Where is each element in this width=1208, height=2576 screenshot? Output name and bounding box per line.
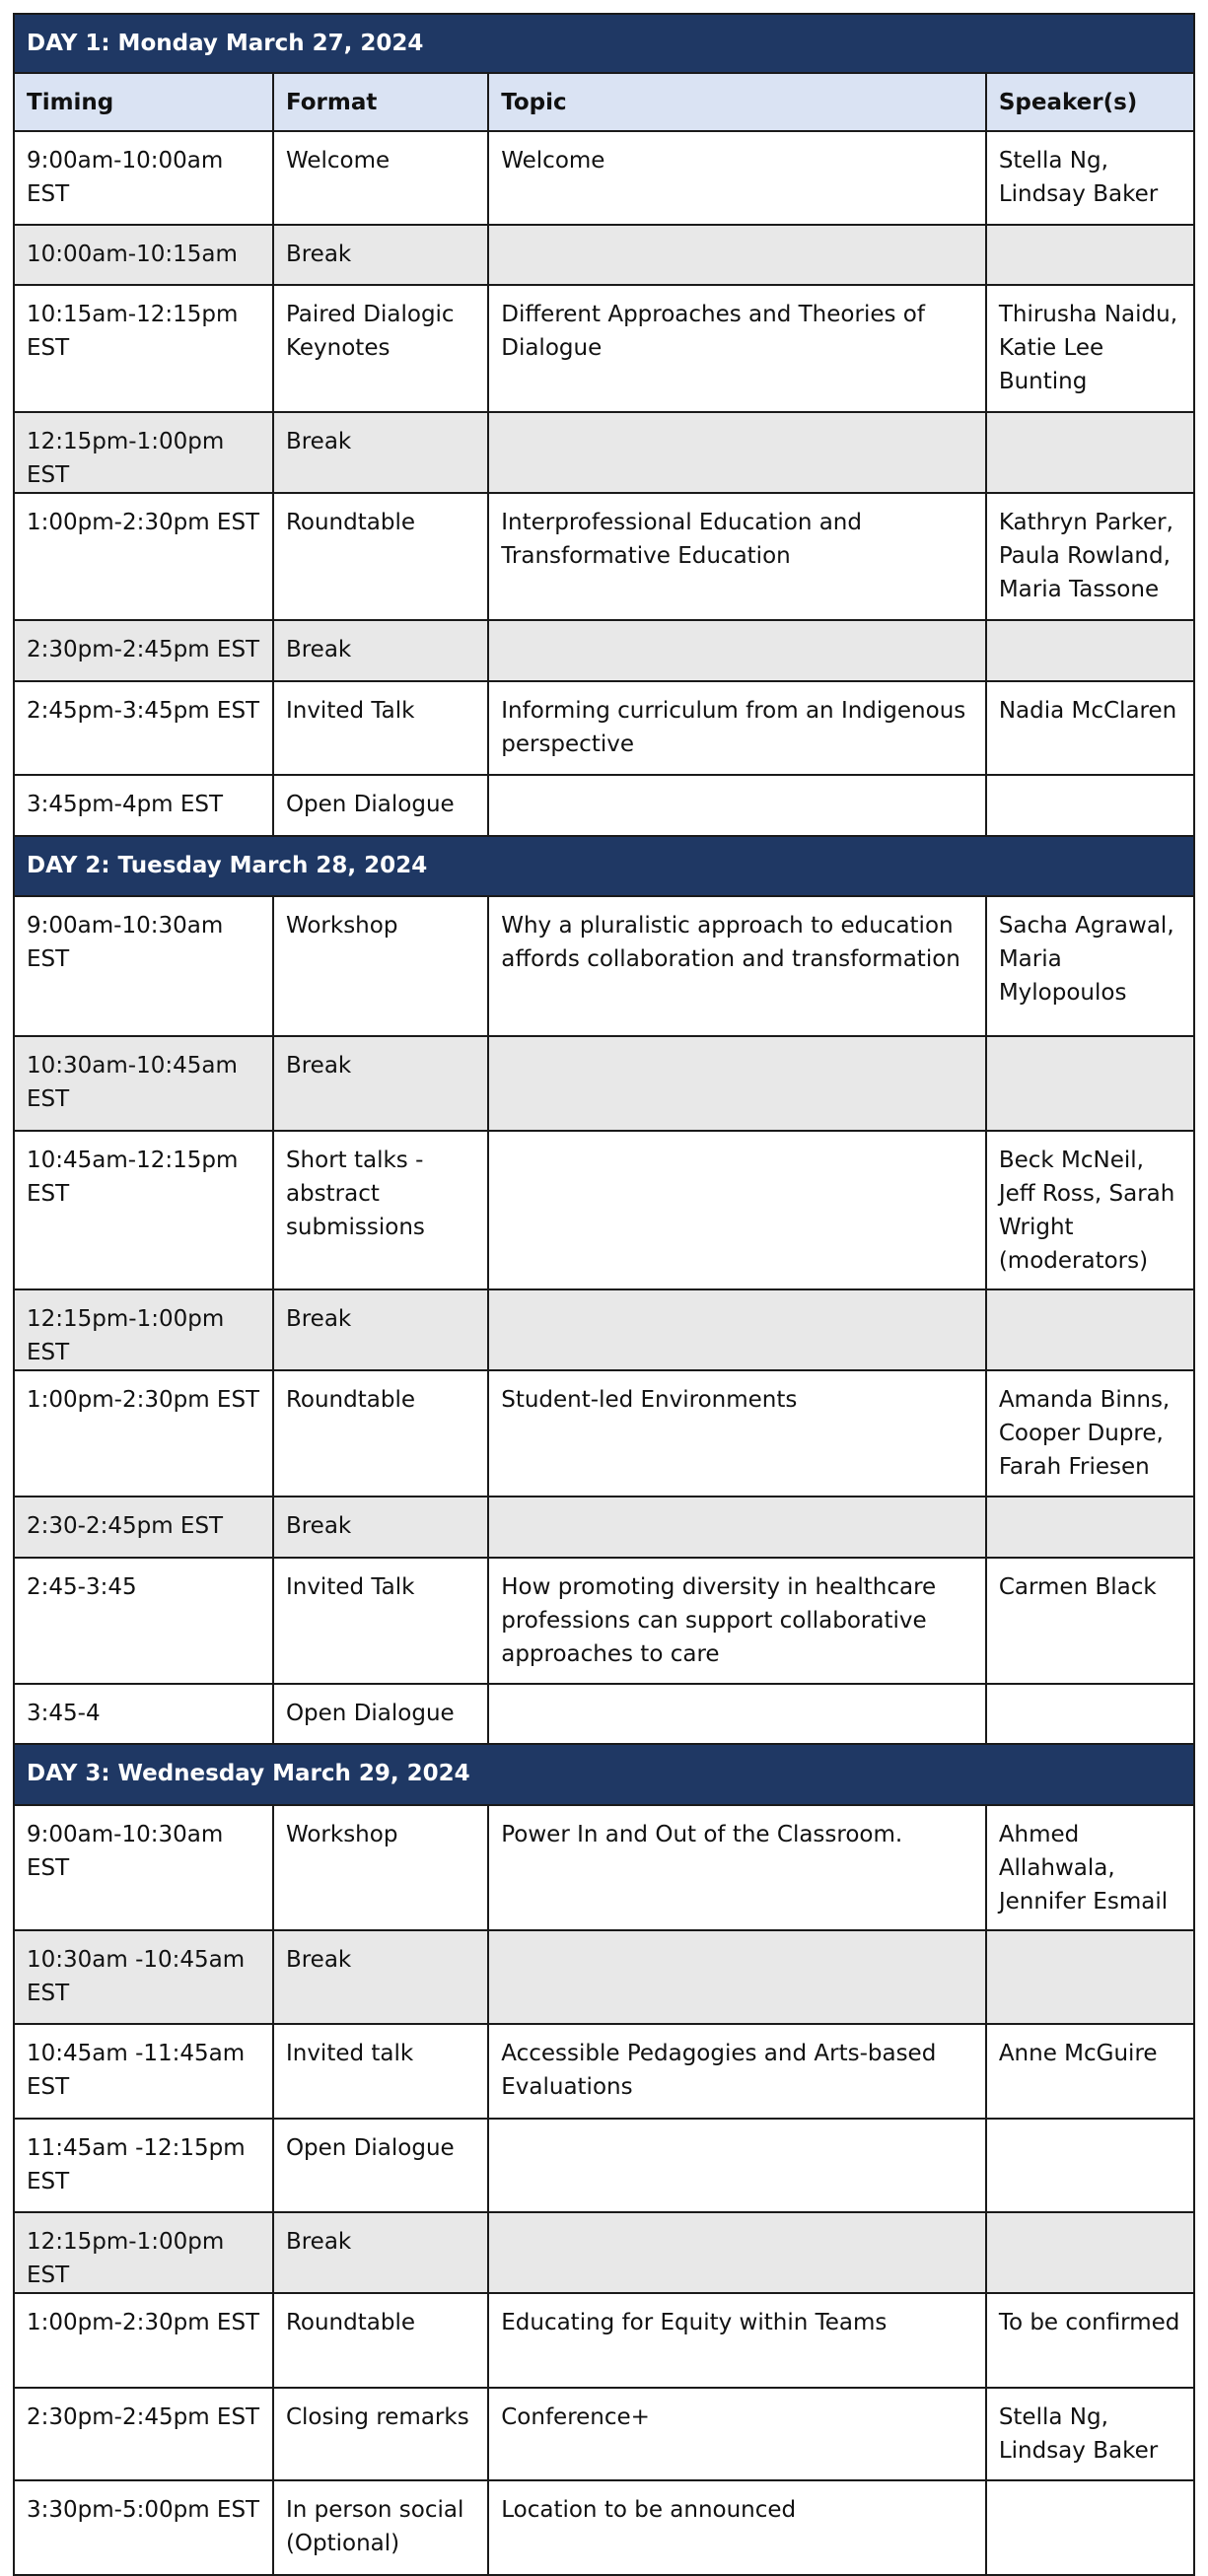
topic-cell	[488, 2119, 986, 2212]
timing-cell: 9:00am-10:30am EST	[14, 1805, 273, 1930]
schedule-row	[14, 2119, 1194, 2212]
topic-cell	[488, 412, 986, 493]
speakers-cell: Anne McGuire	[986, 2024, 1194, 2119]
speakers-cell	[986, 1684, 1194, 1744]
speakers-cell: Kathryn Parker, Paula Rowland, Maria Tassone	[986, 493, 1194, 620]
day-title: DAY 3: Wednesday March 29, 2024	[14, 1744, 1194, 1805]
format-cell: Workshop	[273, 1805, 488, 1930]
timing-cell: 10:45am-12:15pm EST	[14, 1131, 273, 1289]
day-title: DAY 2: Tuesday March 28, 2024	[14, 836, 1194, 896]
format-cell: Break	[273, 620, 488, 681]
day-title: DAY 1: Monday March 27, 2024	[14, 14, 1194, 73]
day-header-3	[14, 1744, 1194, 1805]
schedule-row	[14, 896, 1194, 1036]
speakers-cell	[986, 1036, 1194, 1131]
schedule-row	[14, 2212, 1194, 2293]
topic-cell	[488, 1497, 986, 1558]
topic-cell	[488, 1131, 986, 1289]
timing-cell: 2:30-2:45pm EST	[14, 1497, 273, 1558]
topic-cell: Welcome	[488, 131, 986, 225]
speakers-cell: Sacha Agrawal, Maria Mylopoulos	[986, 896, 1194, 1036]
speakers-cell	[986, 412, 1194, 493]
speakers-cell: Nadia McClaren	[986, 681, 1194, 775]
topic-cell: Power In and Out of the Classroom.	[488, 1805, 986, 1930]
schedule-row	[14, 1684, 1194, 1744]
schedule-row	[14, 1370, 1194, 1497]
schedule-row	[14, 775, 1194, 836]
schedule-row	[14, 285, 1194, 412]
format-cell: Open Dialogue	[273, 775, 488, 836]
speakers-cell	[986, 1289, 1194, 1370]
format-cell: Workshop	[273, 896, 488, 1036]
schedule-row	[14, 2293, 1194, 2388]
schedule-row	[14, 493, 1194, 620]
speakers-cell: Amanda Binns, Cooper Dupre, Farah Friesen	[986, 1370, 1194, 1497]
topic-cell	[488, 1289, 986, 1370]
topic-cell: Conference+	[488, 2388, 986, 2480]
column-header-row	[14, 73, 1194, 131]
format-cell: Break	[273, 412, 488, 493]
timing-cell: 10:15am-12:15pm EST	[14, 285, 273, 412]
schedule-row	[14, 2388, 1194, 2480]
schedule-row	[14, 620, 1194, 681]
topic-cell	[488, 1930, 986, 2024]
speakers-cell	[986, 2119, 1194, 2212]
topic-cell: Interprofessional Education and Transformative Education	[488, 493, 986, 620]
schedule-row	[14, 1805, 1194, 1930]
timing-cell: 10:00am-10:15am	[14, 225, 273, 285]
speakers-cell: To be confirmed	[986, 2293, 1194, 2388]
format-cell: Break	[273, 1036, 488, 1131]
column-header-timing: Timing	[14, 73, 273, 131]
topic-cell: How promoting diversity in healthcare professions can support collaborative approaches to care	[488, 1558, 986, 1684]
column-header-format: Format	[273, 73, 488, 131]
timing-cell: 3:30pm-5:00pm EST	[14, 2480, 273, 2575]
schedule-table	[13, 13, 1195, 2576]
format-cell: Roundtable	[273, 2293, 488, 2388]
topic-cell	[488, 2212, 986, 2293]
topic-cell: Different Approaches and Theories of Dialogue	[488, 285, 986, 412]
schedule-body	[14, 14, 1194, 2575]
format-cell: Break	[273, 1930, 488, 2024]
topic-cell: Why a pluralistic approach to education affords collaboration and transformation	[488, 896, 986, 1036]
speakers-cell: Beck McNeil, Jeff Ross, Sarah Wright (moderators)	[986, 1131, 1194, 1289]
format-cell: Paired Dialogic Keynotes	[273, 285, 488, 412]
schedule-row	[14, 2480, 1194, 2575]
format-cell: Break	[273, 2212, 488, 2293]
speakers-cell	[986, 2212, 1194, 2293]
format-cell: Roundtable	[273, 1370, 488, 1497]
timing-cell: 9:00am-10:00am EST	[14, 131, 273, 225]
schedule-row	[14, 1131, 1194, 1289]
schedule-row	[14, 1289, 1194, 1370]
timing-cell: 12:15pm-1:00pm EST	[14, 412, 273, 493]
schedule-row	[14, 681, 1194, 775]
column-header-topic: Topic	[488, 73, 986, 131]
timing-cell: 3:45-4	[14, 1684, 273, 1744]
speakers-cell: Stella Ng, Lindsay Baker	[986, 2388, 1194, 2480]
topic-cell: Student-led Environments	[488, 1370, 986, 1497]
format-cell: Break	[273, 1289, 488, 1370]
topic-cell: Accessible Pedagogies and Arts-based Evaluations	[488, 2024, 986, 2119]
format-cell: Break	[273, 225, 488, 285]
timing-cell: 2:45-3:45	[14, 1558, 273, 1684]
timing-cell: 9:00am-10:30am EST	[14, 896, 273, 1036]
speakers-cell	[986, 620, 1194, 681]
speakers-cell	[986, 2480, 1194, 2575]
schedule-row	[14, 1558, 1194, 1684]
topic-cell	[488, 1036, 986, 1131]
timing-cell: 12:15pm-1:00pm EST	[14, 1289, 273, 1370]
day-header-1	[14, 14, 1194, 73]
speakers-cell: Thirusha Naidu, Katie Lee Bunting	[986, 285, 1194, 412]
speakers-cell	[986, 775, 1194, 836]
format-cell: Welcome	[273, 131, 488, 225]
topic-cell: Educating for Equity within Teams	[488, 2293, 986, 2388]
schedule-row	[14, 131, 1194, 225]
format-cell: Closing remarks	[273, 2388, 488, 2480]
timing-cell: 2:30pm-2:45pm EST	[14, 2388, 273, 2480]
format-cell: Invited Talk	[273, 681, 488, 775]
topic-cell	[488, 620, 986, 681]
format-cell: Open Dialogue	[273, 1684, 488, 1744]
timing-cell: 10:30am-10:45am EST	[14, 1036, 273, 1131]
format-cell: Open Dialogue	[273, 2119, 488, 2212]
topic-cell	[488, 225, 986, 285]
topic-cell: Informing curriculum from an Indigenous perspective	[488, 681, 986, 775]
column-header-speakers: Speaker(s)	[986, 73, 1194, 131]
schedule-row	[14, 2024, 1194, 2119]
speakers-cell: Carmen Black	[986, 1558, 1194, 1684]
schedule-row	[14, 1930, 1194, 2024]
timing-cell: 1:00pm-2:30pm EST	[14, 1370, 273, 1497]
topic-cell	[488, 1684, 986, 1744]
format-cell: Roundtable	[273, 493, 488, 620]
schedule-row	[14, 412, 1194, 493]
speakers-cell: Stella Ng, Lindsay Baker	[986, 131, 1194, 225]
timing-cell: 1:00pm-2:30pm EST	[14, 2293, 273, 2388]
speakers-cell	[986, 1497, 1194, 1558]
timing-cell: 10:45am -11:45am EST	[14, 2024, 273, 2119]
speakers-cell: Ahmed Allahwala, Jennifer Esmail	[986, 1805, 1194, 1930]
timing-cell: 2:45pm-3:45pm EST	[14, 681, 273, 775]
schedule-row	[14, 1036, 1194, 1131]
format-cell: In person social (Optional)	[273, 2480, 488, 2575]
speakers-cell	[986, 1930, 1194, 2024]
schedule-row	[14, 1497, 1194, 1558]
timing-cell: 11:45am -12:15pm EST	[14, 2119, 273, 2212]
format-cell: Invited Talk	[273, 1558, 488, 1684]
speakers-cell	[986, 225, 1194, 285]
timing-cell: 10:30am -10:45am EST	[14, 1930, 273, 2024]
timing-cell: 2:30pm-2:45pm EST	[14, 620, 273, 681]
timing-cell: 12:15pm-1:00pm EST	[14, 2212, 273, 2293]
timing-cell: 1:00pm-2:30pm EST	[14, 493, 273, 620]
format-cell: Short talks - abstract submissions	[273, 1131, 488, 1289]
schedule-row	[14, 225, 1194, 285]
day-header-2	[14, 836, 1194, 896]
format-cell: Break	[273, 1497, 488, 1558]
topic-cell	[488, 775, 986, 836]
topic-cell: Location to be announced	[488, 2480, 986, 2575]
timing-cell: 3:45pm-4pm EST	[14, 775, 273, 836]
format-cell: Invited talk	[273, 2024, 488, 2119]
